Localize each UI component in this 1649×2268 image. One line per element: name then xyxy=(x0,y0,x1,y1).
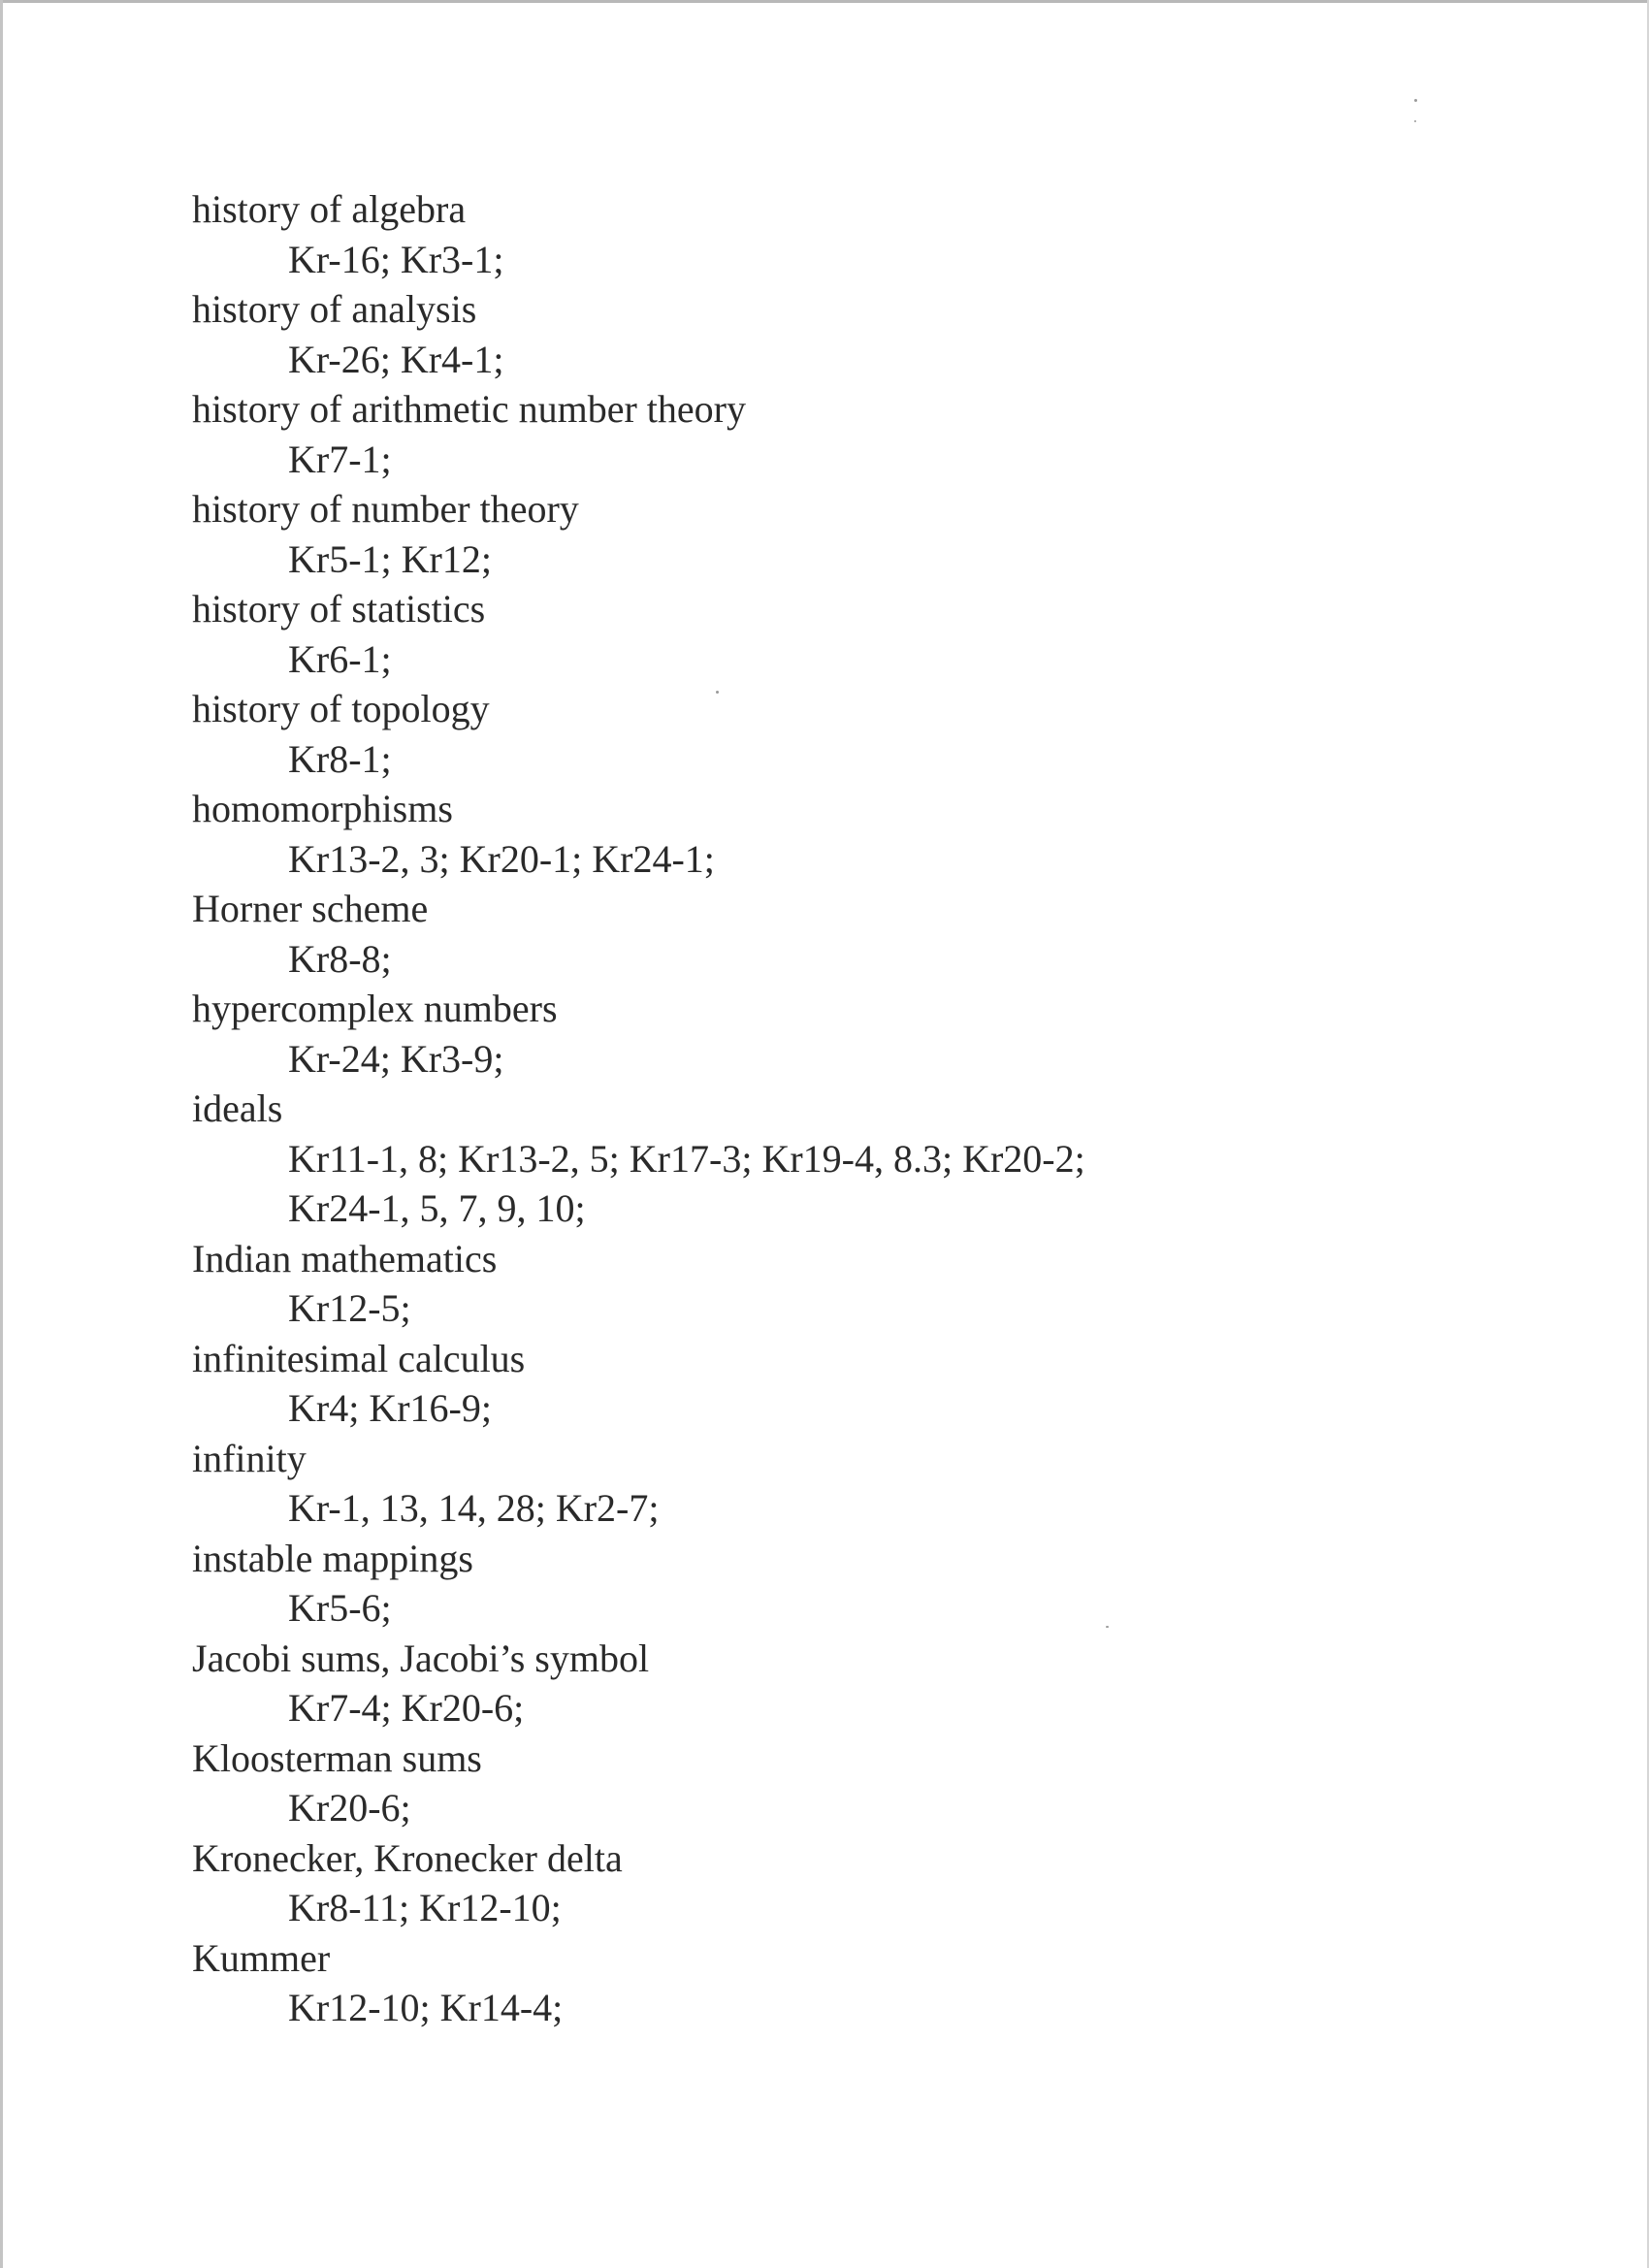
index-entry xyxy=(192,1833,1453,1933)
index-refs: Kr11-1, 8; Kr13-2, 5; Kr17-3; Kr19-4, 8.3; Kr20-2; xyxy=(288,1136,1085,1181)
scan-speck xyxy=(1414,99,1417,102)
index-term: Indian mathematics xyxy=(192,1236,498,1280)
index-refs: Kr8-1; xyxy=(288,736,392,781)
index-refs: Kr4; Kr16-9; xyxy=(288,1386,492,1430)
index-entry xyxy=(192,384,1453,484)
index-entry xyxy=(192,1733,1453,1833)
index-term: infinitesimal calculus xyxy=(192,1336,526,1380)
index-entry xyxy=(192,784,1453,884)
index-entry xyxy=(192,1634,1453,1733)
index-refs: Kr8-8; xyxy=(288,936,392,981)
index-term: Kronecker, Kronecker delta xyxy=(192,1835,623,1880)
index-refs: Kr24-1, 5, 7, 9, 10; xyxy=(288,1186,586,1230)
index-refs: Kr7-4; Kr20-6; xyxy=(288,1686,525,1730)
index-term: ideals xyxy=(192,1086,283,1130)
index-entry xyxy=(192,284,1453,384)
index-term: homomorphisms xyxy=(192,787,453,830)
scan-edge-left xyxy=(0,0,3,2268)
index-term: hypercomplex numbers xyxy=(192,987,558,1030)
index-refs: Kr-24; Kr3-9; xyxy=(288,1036,504,1081)
index-refs: Kr-26; Kr4-1; xyxy=(288,337,504,381)
index-entry xyxy=(192,584,1453,684)
index-refs: Kr5-1; Kr12; xyxy=(288,536,492,581)
index-entry xyxy=(192,1234,1453,1334)
index-term: history of topology xyxy=(192,687,490,730)
index-refs: Kr13-2, 3; Kr20-1; Kr24-1; xyxy=(288,836,715,881)
scan-speck xyxy=(1414,120,1416,122)
index-term: Kummer xyxy=(192,1935,331,1980)
index-term: history of arithmetic number theory xyxy=(192,387,746,431)
index-entry xyxy=(192,1534,1453,1634)
index-refs: Kr12-5; xyxy=(288,1286,411,1330)
index-entry xyxy=(192,1434,1453,1534)
index-refs: Kr6-1; xyxy=(288,636,392,681)
index-term: infinity xyxy=(192,1436,307,1480)
index-refs: Kr5-6; xyxy=(288,1586,392,1630)
index-refs: Kr-16; Kr3-1; xyxy=(288,237,504,281)
index-term: history of statistics xyxy=(192,587,486,631)
index-entry xyxy=(192,1933,1453,2033)
index-term: history of number theory xyxy=(192,487,579,531)
index-term: Kloosterman sums xyxy=(192,1735,482,1780)
index-term: history of analysis xyxy=(192,287,477,331)
index-refs: Kr-1, 13, 14, 28; Kr2-7; xyxy=(288,1486,660,1530)
index-term: Jacobi sums, Jacobi’s symbol xyxy=(192,1636,650,1680)
scan-edge-top xyxy=(0,0,1649,3)
index-entry xyxy=(192,884,1453,984)
index-term: instable mappings xyxy=(192,1536,473,1580)
index-entry xyxy=(192,684,1453,784)
index-refs: Kr7-1; xyxy=(288,437,392,481)
index-entry xyxy=(192,984,1453,1084)
index-entry xyxy=(192,184,1453,284)
index-refs: Kr8-11; Kr12-10; xyxy=(288,1886,562,1929)
index-refs: Kr12-10; Kr14-4; xyxy=(288,1986,564,2029)
index-entry xyxy=(192,1334,1453,1434)
index-entry xyxy=(192,1084,1453,1234)
index-entry xyxy=(192,484,1453,584)
index-term: history of algebra xyxy=(192,187,467,231)
index-refs: Kr20-6; xyxy=(288,1786,411,1830)
index-term: Horner scheme xyxy=(192,887,429,930)
index-list xyxy=(192,184,1453,2033)
